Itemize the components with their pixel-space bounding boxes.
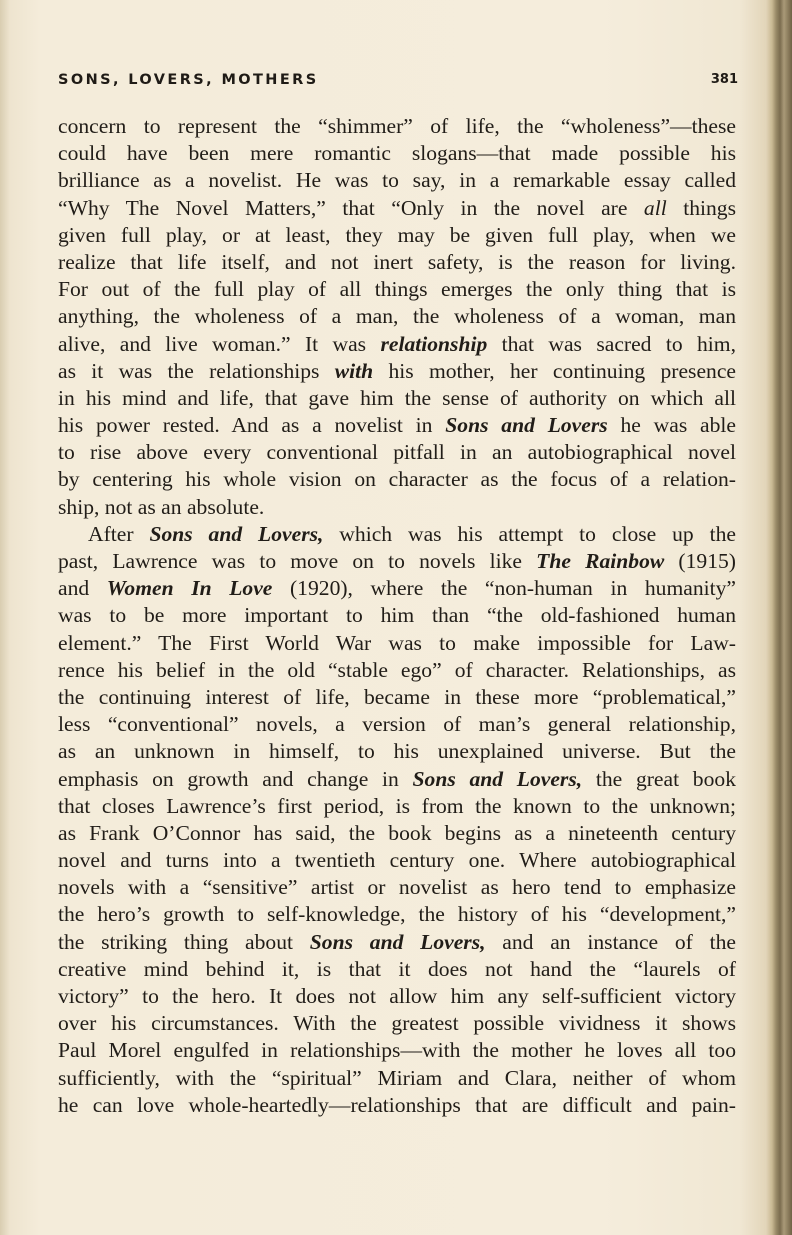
book-title: Sons and Lovers, xyxy=(309,929,486,954)
body-text xyxy=(58,113,736,1119)
page-number: 381 xyxy=(710,72,738,87)
text-line: as an unknown in himself, to his unexplained universe. But the xyxy=(58,739,736,764)
text-line: he can love whole-heartedly—relationships that are difficult and pain- xyxy=(58,1092,736,1117)
text-line: rence his belief in the old “stable ego” of character. Relationships, as xyxy=(58,657,736,682)
text-line: emphasis on growth and change in Sons and Lovers, the great book xyxy=(58,766,736,791)
text-line: the striking thing about Sons and Lovers, and an instance of the xyxy=(58,929,736,954)
book-title: Women In Love xyxy=(106,576,273,601)
text-line: alive, and live woman.” It was relationship that was sacred to him, xyxy=(58,331,736,356)
text-line: creative mind behind it, is that it does not hand the “laurels of xyxy=(58,956,736,981)
text-line: and Women In Love (1920), where the “non-human in humanity” xyxy=(58,576,736,601)
text-line: in his mind and life, that gave him the sense of authority on which all xyxy=(58,385,736,410)
text-line: less “conventional” novels, a version of man’s general relationship, xyxy=(58,712,736,737)
running-header xyxy=(58,72,738,96)
text-line: that closes Lawrence’s first period, is from the known to the unknown; xyxy=(58,793,736,818)
text-line: For out of the full play of all things emerges the only thing that is xyxy=(58,277,736,302)
text-line: past, Lawrence was to move on to novels like The Rainbow (1915) xyxy=(58,549,736,573)
book-title: The Rainbow xyxy=(536,549,665,573)
text-line: the continuing interest of life, became in these more “problematical,” xyxy=(58,684,736,709)
text-line: could have been mere romantic slogans—that made possible his xyxy=(58,141,736,166)
text-line: novels with a “sensitive” artist or novelist as hero tend to emphasize xyxy=(58,875,736,900)
emphasis: with xyxy=(334,358,374,383)
running-title: SONS, LOVERS, MOTHERS xyxy=(58,72,319,88)
text-line: element.” The First World War was to make impossible for Law- xyxy=(58,630,736,655)
text-line: After Sons and Lovers, which was his attempt to close up the xyxy=(88,521,736,546)
book-title: Sons and Lovers, xyxy=(412,766,583,791)
text-line: by centering his whole vision on character as the focus of a relation- xyxy=(58,467,736,492)
text-line: over his circumstances. With the greatest possible vividness it shows xyxy=(58,1011,736,1036)
text-line: was to be more important to him than “the old-fashioned human xyxy=(58,603,736,628)
text-line: the hero’s growth to self-knowledge, the history of his “development,” xyxy=(58,902,736,927)
text-line: his power rested. And as a novelist in Sons and Lovers he was able xyxy=(58,413,736,438)
emphasis: all xyxy=(643,195,667,220)
text-line: victory” to the hero. It does not allow him any self-sufficient victory xyxy=(58,984,736,1008)
text-line: ship, not as an absolute. xyxy=(58,494,265,519)
text-line: realize that life itself, and not inert safety, is the reason for living. xyxy=(58,249,736,274)
text-line: given full play, or at least, they may be given full play, when we xyxy=(58,222,736,247)
text-line: sufficiently, with the “spiritual” Miriam and Clara, neither of whom xyxy=(58,1065,736,1090)
text-line: as it was the relationships with his mother, her continuing presence xyxy=(58,358,736,383)
text-line: to rise above every conventional pitfall in an autobiographical novel xyxy=(58,440,736,465)
emphasis: relationship xyxy=(380,331,488,356)
text-line: anything, the wholeness of a man, the wholeness of a woman, man xyxy=(58,304,736,329)
text-line: brilliance as a novelist. He was to say, in a remarkable essay called xyxy=(58,168,736,193)
book-title: Sons and Lovers xyxy=(445,413,608,438)
text-line: concern to represent the “shimmer” of life, the “wholeness”—these xyxy=(58,114,736,138)
text-line: novel and turns into a twentieth century one. Where autobiographical xyxy=(58,848,736,873)
book-title: Sons and Lovers, xyxy=(149,521,324,546)
text-line: as Frank O’Connor has said, the book begins as a nineteenth century xyxy=(58,820,736,845)
text-line: “Why The Novel Matters,” that “Only in the novel are all things xyxy=(58,195,736,220)
text-line: Paul Morel engulfed in relationships—with the mother he loves all too xyxy=(58,1038,736,1063)
